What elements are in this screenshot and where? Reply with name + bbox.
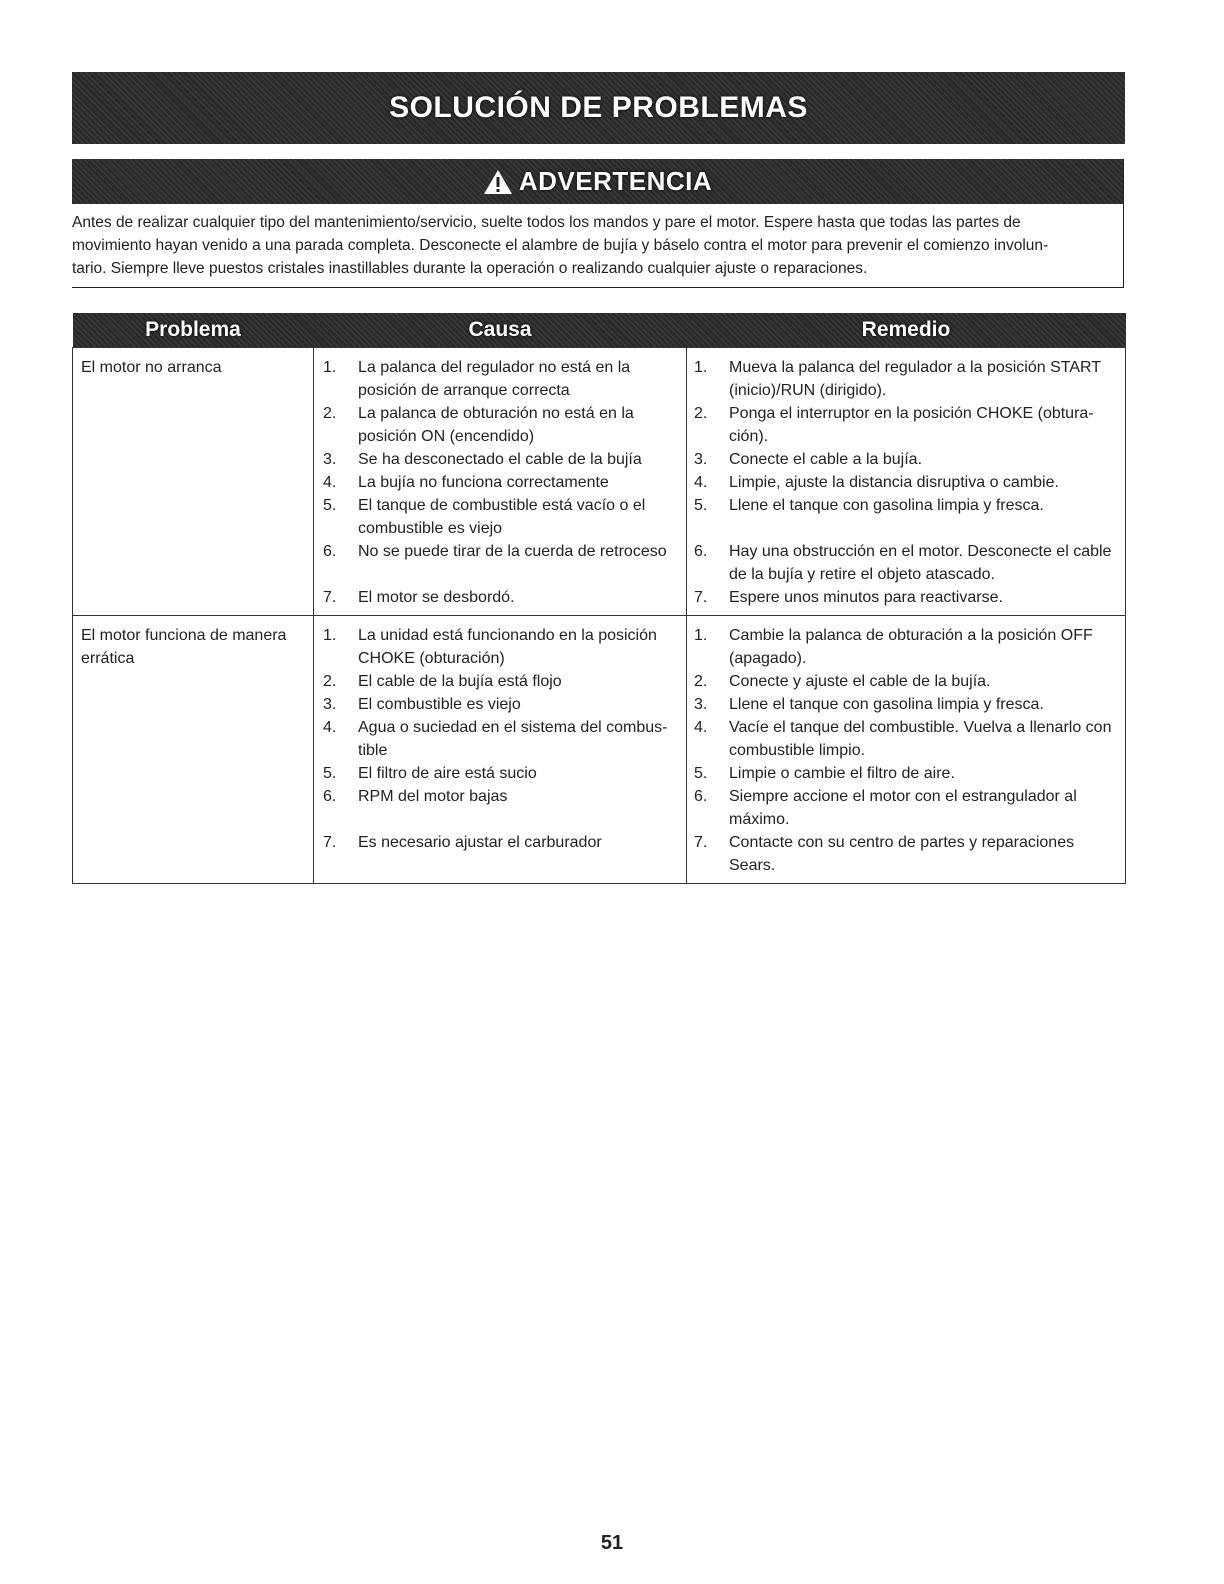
cause-item-number: 3. (323, 451, 337, 468)
remedy-item (694, 448, 1117, 471)
cause-item-text: El combustible es viejo (358, 696, 521, 713)
remedy-item-number: 7. (694, 834, 708, 851)
cause-item (323, 586, 678, 609)
cause-item-number: 6. (323, 543, 337, 560)
table-row (73, 616, 1126, 884)
cause-item (323, 693, 678, 716)
cause-item (323, 716, 678, 762)
cause-item-number: 1. (323, 359, 337, 376)
remedy-item-text: Conecte y ajuste el cable de la bujía. (729, 673, 991, 690)
warning-header (72, 159, 1123, 204)
cause-item-number: 4. (323, 719, 337, 736)
cause-item (323, 785, 678, 831)
remedy-item-number: 2. (694, 673, 708, 690)
cause-item-number: 5. (323, 765, 337, 782)
cause-item-number: 2. (323, 405, 337, 422)
cause-item-number: 4. (323, 474, 337, 491)
remedy-item (694, 356, 1117, 402)
warning-line: movimiento hayan venido a una parada completa. Desconecte el alambre de bujía y báselo contra el motor para prevenir el comienzo involun- (72, 237, 1049, 254)
remedy-item (694, 831, 1117, 877)
warning-triangle-icon (483, 169, 513, 195)
cause-item-text: El cable de la bujía está flojo (358, 673, 562, 690)
remedy-cell (687, 348, 1126, 616)
remedy-item (694, 540, 1117, 586)
cause-item-number: 3. (323, 696, 337, 713)
remedy-item-text: Llene el tanque con gasolina limpia y fresca. (729, 497, 1044, 514)
remedy-item-text: Ponga el interruptor en la posición CHOKE (obtura-ción). (729, 405, 1094, 445)
remedy-item (694, 693, 1117, 716)
remedy-item-text: Conecte el cable a la bujía. (729, 451, 923, 468)
cause-item (323, 448, 678, 471)
remedy-item (694, 624, 1117, 670)
remedy-item-text: Cambie la palanca de obturación a la posición OFF (apagado). (729, 627, 1093, 667)
remedy-item-number: 4. (694, 474, 708, 491)
remedy-item (694, 586, 1117, 609)
cause-item (323, 356, 678, 402)
remedy-item-number: 2. (694, 405, 708, 422)
cause-item-text: El motor se desbordó. (358, 589, 515, 606)
header-remedy: Remedio (861, 318, 951, 341)
cause-item-number: 2. (323, 673, 337, 690)
remedy-item-text: Vacíe el tanque del combustible. Vuelva a llenarlo con combustible limpio. (729, 719, 1112, 759)
cause-item-number: 6. (323, 788, 337, 805)
cause-item-number: 1. (323, 627, 337, 644)
remedy-item (694, 402, 1117, 448)
remedy-item-number: 5. (694, 497, 708, 514)
remedy-item-number: 6. (694, 788, 708, 805)
cause-item (323, 402, 678, 448)
problem-cell: El motor funciona de manera errática (73, 616, 314, 884)
warning-line: tario. Siempre lleve puestos cristales inastillables durante la operación o realizando cualquier ajuste o reparaciones. (72, 260, 868, 277)
remedy-item-text: Mueva la palanca del regulador a la posición START (inicio)/RUN (dirigido). (729, 359, 1101, 399)
cause-item-text: La bujía no funciona correctamente (358, 474, 609, 491)
table-row (73, 348, 1126, 616)
remedy-item (694, 762, 1117, 785)
cause-item (323, 831, 678, 877)
cause-item (323, 471, 678, 494)
warning-box (72, 159, 1124, 288)
warning-line: Antes de realizar cualquier tipo del mantenimiento/servicio, suelte todos los mandos y pare el motor. Espere hasta que todas las partes de (72, 214, 1021, 231)
cause-item-number: 7. (323, 834, 337, 851)
warning-text (72, 204, 1123, 280)
cause-item (323, 624, 678, 670)
cause-item-text: La palanca del regulador no está en la posición de arranque correcta (358, 359, 631, 399)
remedy-item-text: Llene el tanque con gasolina limpia y fresca. (729, 696, 1044, 713)
cause-cell (314, 616, 687, 884)
cause-item (323, 540, 678, 586)
cause-item-text: RPM del motor bajas (358, 788, 508, 805)
cause-item-text: El tanque de combustible está vacío o el combustible es viejo (358, 497, 646, 537)
page-title-banner (72, 72, 1125, 144)
cause-item-number: 5. (323, 497, 337, 514)
remedy-item-text: Limpie o cambie el filtro de aire. (729, 765, 955, 782)
remedy-item (694, 785, 1117, 831)
remedy-item-number: 4. (694, 719, 708, 736)
remedy-item-text: Limpie, ajuste la distancia disruptiva o cambie. (729, 474, 1059, 491)
header-cause: Causa (468, 318, 532, 341)
remedy-item-text: Espere unos minutos para reactivarse. (729, 589, 1003, 606)
remedy-item-number: 3. (694, 696, 708, 713)
table-header-row (73, 313, 1126, 348)
remedy-item-number: 7. (694, 589, 708, 606)
remedy-item (694, 670, 1117, 693)
remedy-cell (687, 616, 1126, 884)
remedy-item-number: 1. (694, 627, 708, 644)
cause-cell (314, 348, 687, 616)
page-title: SOLUCIÓN DE PROBLEMAS (389, 91, 808, 124)
warning-title: ADVERTENCIA (518, 166, 713, 196)
cause-item-text: La unidad está funcionando en la posición CHOKE (obturación) (358, 627, 657, 667)
remedy-item (694, 716, 1117, 762)
cause-item-text: La palanca de obturación no está en la posición ON (encendido) (358, 405, 634, 445)
cause-item-text: Es necesario ajustar el carburador (358, 834, 602, 851)
cause-item-text: Agua o suciedad en el sistema del combus-tible (358, 719, 668, 759)
remedy-item-text: Siempre accione el motor con el estrangulador al máximo. (729, 788, 1077, 828)
remedy-item-text: Contacte con su centro de partes y reparaciones Sears. (729, 834, 1075, 874)
page-number: 51 (600, 1532, 624, 1554)
cause-item (323, 494, 678, 540)
remedy-item (694, 494, 1117, 540)
remedy-item-number: 5. (694, 765, 708, 782)
header-problem: Problema (145, 318, 241, 341)
cause-item (323, 762, 678, 785)
cause-item-text: Se ha desconectado el cable de la bujía (358, 451, 642, 468)
cause-item (323, 670, 678, 693)
cause-item-text: El filtro de aire está sucio (358, 765, 537, 782)
remedy-item-number: 3. (694, 451, 708, 468)
troubleshooting-table (72, 313, 1125, 884)
remedy-item (694, 471, 1117, 494)
remedy-item-number: 6. (694, 543, 708, 560)
cause-item-text: No se puede tirar de la cuerda de retroceso (358, 543, 667, 560)
cause-item-number: 7. (323, 589, 337, 606)
problem-cell: El motor no arranca (73, 348, 314, 616)
remedy-item-text: Hay una obstrucción en el motor. Desconecte el cable de la bujía y retire el objeto atascado. (729, 543, 1112, 583)
remedy-item-number: 1. (694, 359, 708, 376)
